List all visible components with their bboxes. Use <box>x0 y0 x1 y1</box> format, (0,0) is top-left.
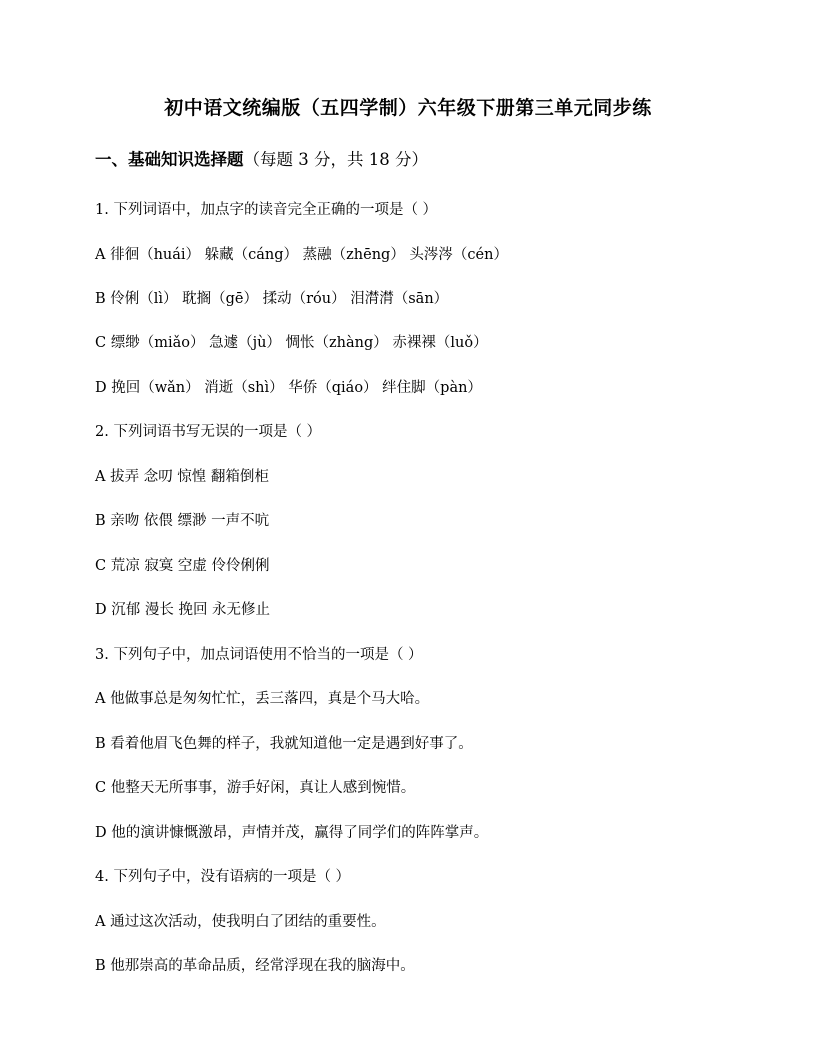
document-title: 初中语文统编版（五四学制）六年级下册第三单元同步练 <box>164 97 652 119</box>
question-1-option-c: C 缥缈（miǎo） 急遽（jù） 惆怅（zhàng） 赤裸裸（luǒ） <box>95 335 488 351</box>
question-1-option-d: D 挽回（wǎn） 消逝（shì） 华侨（qiáo） 绊住脚（pàn） <box>95 380 482 396</box>
question-3-stem: 3. 下列句子中，加点词语使用不恰当的一项是（ ） <box>95 647 423 663</box>
question-3-option-b: B 看着他眉飞色舞的样子，我就知道他一定是遇到好事了。 <box>95 736 473 752</box>
section-heading-note: （每题 3 分，共 18 分） <box>243 150 428 169</box>
question-4-option-a: A 通过这次活动，使我明白了团结的重要性。 <box>95 914 386 930</box>
question-1-stem: 1. 下列词语中，加点字的读音完全正确的一项是（ ） <box>95 202 438 218</box>
section-heading <box>95 148 735 172</box>
question-1-option-b: B 伶俐（lì） 耽搁（gē） 揉动（róu） 泪潸潸（sān） <box>95 291 449 307</box>
question-2-stem: 2. 下列词语书写无误的一项是（ ） <box>95 424 322 440</box>
question-1-option-a: A 徘徊（huái） 躲藏（cáng） 蒸融（zhēng） 头涔涔（cén） <box>95 247 508 263</box>
question-3-option-a: A 他做事总是匆匆忙忙，丢三落四，真是个马大哈。 <box>95 691 430 707</box>
section-heading-main: 一、基础知识选择题 <box>95 150 244 169</box>
question-3-option-c: C 他整天无所事事，游手好闲，真让人感到惋惜。 <box>95 780 416 796</box>
question-2-option-c: C 荒凉 寂寞 空虚 伶伶俐俐 <box>95 558 270 574</box>
question-2-option-a: A 拔弄 念叨 惊惶 翻箱倒柜 <box>95 469 269 485</box>
question-2-option-b: B 亲吻 依偎 缥渺 一声不吭 <box>95 513 270 529</box>
question-3-option-d: D 他的演讲慷慨激昂，声情并茂，赢得了同学们的阵阵掌声。 <box>95 825 489 841</box>
question-2-option-d: D 沉郁 漫长 挽回 永无修止 <box>95 602 271 618</box>
question-4-stem: 4. 下列句子中，没有语病的一项是（ ） <box>95 869 351 885</box>
question-4-option-b: B 他那崇高的革命品质，经常浮现在我的脑海中。 <box>95 958 415 974</box>
